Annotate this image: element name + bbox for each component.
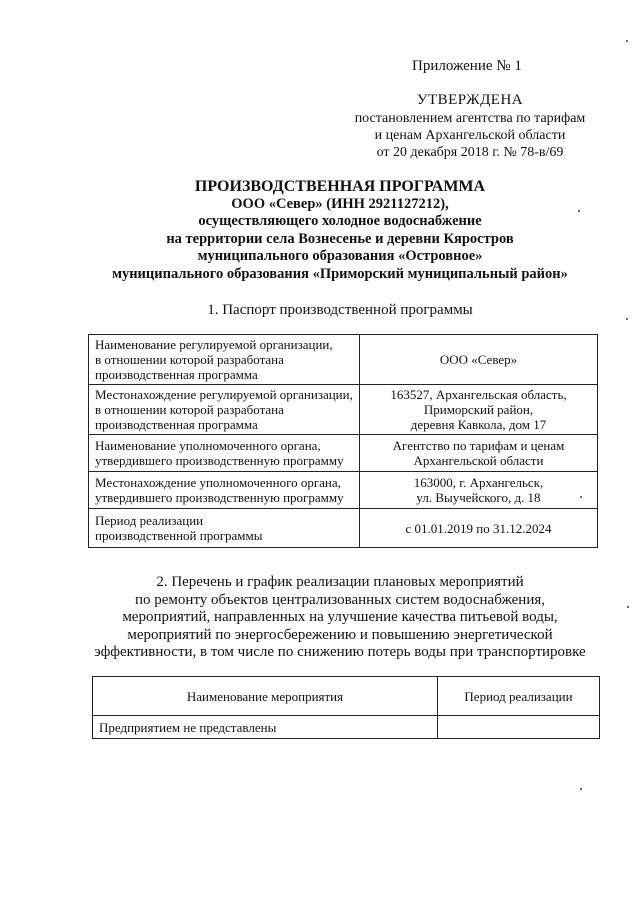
passport-value-cell	[360, 509, 598, 548]
approval-line: и ценам Архангельской области	[374, 128, 566, 143]
cell-line: 163000, г. Архангельск,	[413, 475, 544, 490]
section-2-title	[40, 574, 640, 662]
table-row	[89, 472, 598, 509]
cell-line: производственная программа	[95, 417, 258, 432]
event-name-cell: Предприятием не представлены	[93, 716, 438, 739]
passport-value-cell	[360, 335, 598, 385]
cell-line: 163527, Архангельская область,	[390, 387, 567, 402]
cell-line: деревня Кавкола, дом 17	[410, 417, 547, 432]
passport-label-cell	[89, 385, 360, 435]
program-title-line: осуществляющего холодное водоснабжение	[198, 213, 482, 229]
section-2-title-line: мероприятий, направленных на улучшение качества питьевой воды,	[122, 609, 558, 625]
table-row	[89, 435, 598, 472]
table-header-row	[93, 677, 600, 716]
table-row	[89, 509, 598, 548]
cell-line: в отношении которой разработана	[95, 402, 284, 417]
section-1-title: 1. Паспорт производственной программы	[207, 302, 473, 318]
scan-speck	[580, 788, 582, 790]
cell-line: Агентство по тарифам и ценам	[392, 438, 565, 453]
passport-value-cell	[360, 472, 598, 509]
approval-line: постановлением агентства по тарифам	[354, 111, 586, 126]
passport-value-cell	[360, 385, 598, 435]
cell-line: Приморский район,	[423, 402, 534, 417]
approval-block	[320, 92, 620, 161]
approval-line: от 20 декабря 2018 г. № 78-в/69	[376, 145, 564, 160]
passport-label-cell	[89, 435, 360, 472]
program-title-line: ООО «Север» (ИНН 2921127212),	[231, 195, 449, 212]
passport-label-cell	[89, 472, 360, 509]
scan-speck	[580, 496, 582, 498]
program-title-line: на территории села Вознесенье и деревни Кяростров	[166, 230, 514, 247]
cell-line: в отношении которой разработана	[95, 352, 284, 367]
table-row	[89, 335, 598, 385]
section-2-title-line: эффективности, в том числе по снижению потерь воды при транспортировке	[94, 644, 586, 660]
program-title: ПРОИЗВОДСТВЕННАЯ ПРОГРАММА	[194, 178, 486, 195]
scan-speck	[627, 606, 629, 608]
column-header-period: Период реализации	[438, 677, 600, 716]
passport-label-cell	[89, 509, 360, 548]
table-row	[93, 716, 600, 739]
cell-line: утвердившего производственную программу	[95, 490, 344, 505]
table-row	[89, 385, 598, 435]
event-period-cell	[438, 716, 600, 739]
cell-line: Наименование регулируемой организации,	[95, 337, 333, 352]
section-2-title-line: по ремонту объектов централизованных систем водоснабжения,	[134, 591, 545, 608]
approved-heading: УТВЕРЖДЕНА	[416, 92, 524, 108]
cell-line: производственная программа	[95, 367, 258, 382]
section-2-title-line: 2. Перечень и график реализации плановых мероприятий	[156, 574, 524, 590]
cell-line: Наименование уполномоченного органа,	[95, 438, 321, 453]
cell-line: Местонахождение уполномоченного органа,	[95, 475, 341, 490]
program-title-block	[40, 178, 640, 283]
passport-label-cell	[89, 335, 360, 385]
events-table	[92, 676, 600, 739]
cell-line: Архангельской области	[413, 453, 544, 468]
cell-line: утвердившего производственную программу	[95, 453, 344, 468]
cell-line: ул. Выучейского, д. 18	[416, 490, 541, 505]
cell-line: ООО «Север»	[439, 352, 518, 367]
section-2-title-line: мероприятий по энергосбережению и повышению энергетической	[127, 626, 553, 643]
scan-speck	[578, 210, 580, 212]
appendix-label: Приложение № 1	[412, 58, 522, 74]
cell-line: Местонахождение регулируемой организации,	[95, 387, 353, 402]
scan-speck	[626, 318, 628, 320]
program-title-line: муниципального образования «Приморский муниципальный район»	[112, 265, 568, 282]
passport-value-cell	[360, 435, 598, 472]
cell-line: производственной программы	[95, 528, 263, 543]
column-header-event-name: Наименование мероприятия	[93, 677, 438, 716]
cell-line: Период реализации	[95, 513, 204, 528]
program-title-line: муниципального образования «Островное»	[197, 248, 483, 264]
passport-table	[88, 334, 598, 548]
scan-speck	[626, 40, 628, 42]
cell-line: с 01.01.2019 по 31.12.2024	[405, 520, 552, 536]
